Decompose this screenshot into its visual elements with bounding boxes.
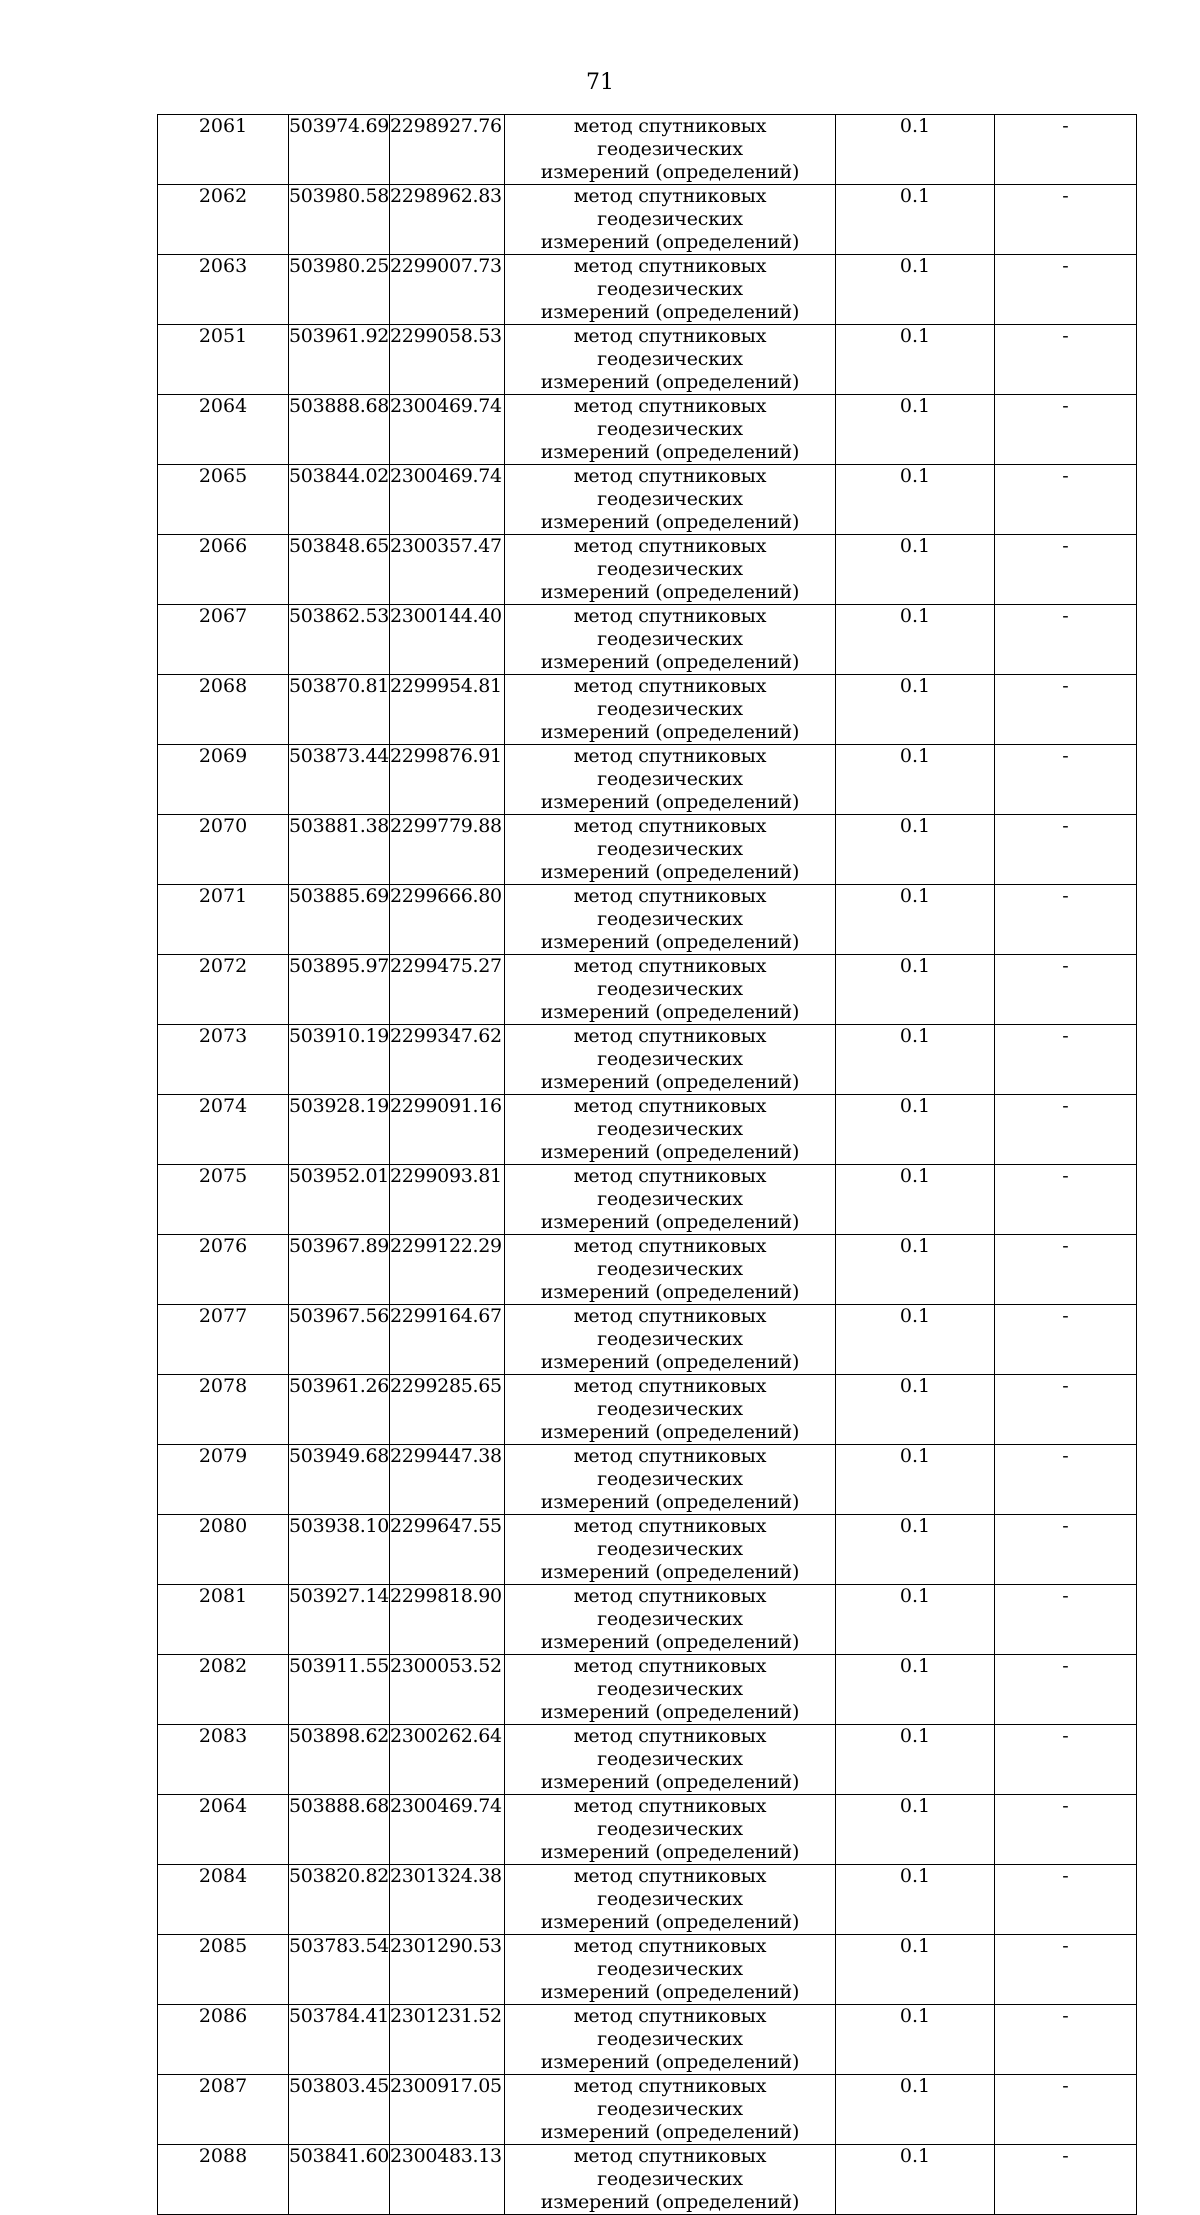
accuracy-cell: 0.1 <box>836 815 995 885</box>
note-cell: - <box>995 535 1137 605</box>
method-line-2: измерений (определений) <box>540 1351 800 1373</box>
point-number-cell: 2085 <box>158 1935 289 2005</box>
y-coordinate-cell: 2300053.52 <box>390 1655 505 1725</box>
note-cell: - <box>995 185 1137 255</box>
method-line-1: метод спутниковых геодезических <box>573 1655 767 1700</box>
method-line-1: метод спутниковых геодезических <box>573 115 767 160</box>
note-cell: - <box>995 1375 1137 1445</box>
coordinates-table <box>157 114 1137 2215</box>
note-cell: - <box>995 325 1137 395</box>
point-number-cell: 2081 <box>158 1585 289 1655</box>
y-coordinate-cell: 2299347.62 <box>390 1025 505 1095</box>
table-row <box>158 885 1137 955</box>
accuracy-cell: 0.1 <box>836 395 995 465</box>
method-cell <box>505 1235 836 1305</box>
method-line-2: измерений (определений) <box>540 791 800 813</box>
point-number-cell: 2075 <box>158 1165 289 1235</box>
point-number-cell: 2061 <box>158 115 289 185</box>
method-line-1: метод спутниковых геодезических <box>573 885 767 930</box>
y-coordinate-cell: 2300357.47 <box>390 535 505 605</box>
point-number-cell: 2068 <box>158 675 289 745</box>
method-line-1: метод спутниковых геодезических <box>573 2005 767 2050</box>
method-line-2: измерений (определений) <box>540 1561 800 1583</box>
method-cell <box>505 955 836 1025</box>
page-number: 71 <box>586 70 614 95</box>
accuracy-cell: 0.1 <box>836 115 995 185</box>
method-line-2: измерений (определений) <box>540 1211 800 1233</box>
note-cell: - <box>995 955 1137 1025</box>
point-number-cell: 2086 <box>158 2005 289 2075</box>
y-coordinate-cell: 2301231.52 <box>390 2005 505 2075</box>
method-cell <box>505 1165 836 1235</box>
y-coordinate-cell: 2299091.16 <box>390 1095 505 1165</box>
y-coordinate-cell: 2299058.53 <box>390 325 505 395</box>
note-cell: - <box>995 605 1137 675</box>
x-coordinate-cell: 503911.55 <box>289 1655 390 1725</box>
y-coordinate-cell: 2298962.83 <box>390 185 505 255</box>
y-coordinate-cell: 2300469.74 <box>390 465 505 535</box>
table-row <box>158 395 1137 465</box>
y-coordinate-cell: 2300469.74 <box>390 1795 505 1865</box>
accuracy-cell: 0.1 <box>836 675 995 745</box>
note-cell: - <box>995 115 1137 185</box>
accuracy-cell: 0.1 <box>836 325 995 395</box>
method-line-2: измерений (определений) <box>540 2191 800 2213</box>
table-row <box>158 745 1137 815</box>
method-cell <box>505 325 836 395</box>
point-number-cell: 2051 <box>158 325 289 395</box>
y-coordinate-cell: 2299666.80 <box>390 885 505 955</box>
method-cell <box>505 605 836 675</box>
accuracy-cell: 0.1 <box>836 2005 995 2075</box>
table-row <box>158 1585 1137 1655</box>
method-line-1: метод спутниковых геодезических <box>573 1865 767 1910</box>
y-coordinate-cell: 2301324.38 <box>390 1865 505 1935</box>
accuracy-cell: 0.1 <box>836 1725 995 1795</box>
method-line-1: метод спутниковых геодезических <box>573 535 767 580</box>
accuracy-cell: 0.1 <box>836 465 995 535</box>
method-cell <box>505 1445 836 1515</box>
note-cell: - <box>995 1585 1137 1655</box>
method-line-2: измерений (определений) <box>540 371 800 393</box>
table-row <box>158 955 1137 1025</box>
point-number-cell: 2063 <box>158 255 289 325</box>
method-line-2: измерений (определений) <box>540 1701 800 1723</box>
point-number-cell: 2080 <box>158 1515 289 1585</box>
method-line-1: метод спутниковых геодезических <box>573 185 767 230</box>
point-number-cell: 2070 <box>158 815 289 885</box>
note-cell: - <box>995 1305 1137 1375</box>
method-cell <box>505 535 836 605</box>
accuracy-cell: 0.1 <box>836 535 995 605</box>
point-number-cell: 2064 <box>158 1795 289 1865</box>
note-cell: - <box>995 675 1137 745</box>
note-cell: - <box>995 1235 1137 1305</box>
table-row <box>158 1165 1137 1235</box>
method-line-1: метод спутниковых геодезических <box>573 1795 767 1840</box>
point-number-cell: 2088 <box>158 2145 289 2215</box>
x-coordinate-cell: 503844.02 <box>289 465 390 535</box>
table-row <box>158 675 1137 745</box>
method-line-1: метод спутниковых геодезических <box>573 1235 767 1280</box>
y-coordinate-cell: 2299164.67 <box>390 1305 505 1375</box>
method-line-1: метод спутниковых геодезических <box>573 1165 767 1210</box>
y-coordinate-cell: 2299818.90 <box>390 1585 505 1655</box>
method-line-2: измерений (определений) <box>540 1771 800 1793</box>
y-coordinate-cell: 2299093.81 <box>390 1165 505 1235</box>
point-number-cell: 2083 <box>158 1725 289 1795</box>
table-row <box>158 535 1137 605</box>
method-line-1: метод спутниковых геодезических <box>573 325 767 370</box>
table-row <box>158 115 1137 185</box>
y-coordinate-cell: 2298927.76 <box>390 115 505 185</box>
method-line-1: метод спутниковых геодезических <box>573 255 767 300</box>
method-cell <box>505 465 836 535</box>
note-cell: - <box>995 1725 1137 1795</box>
table-row <box>158 1305 1137 1375</box>
accuracy-cell: 0.1 <box>836 1235 995 1305</box>
accuracy-cell: 0.1 <box>836 185 995 255</box>
method-cell <box>505 1655 836 1725</box>
table-row <box>158 2005 1137 2075</box>
method-line-1: метод спутниковых геодезических <box>573 605 767 650</box>
note-cell: - <box>995 2075 1137 2145</box>
x-coordinate-cell: 503910.19 <box>289 1025 390 1095</box>
accuracy-cell: 0.1 <box>836 1515 995 1585</box>
method-line-2: измерений (определений) <box>540 1841 800 1863</box>
method-cell <box>505 2075 836 2145</box>
method-line-1: метод спутниковых геодезических <box>573 1375 767 1420</box>
y-coordinate-cell: 2299647.55 <box>390 1515 505 1585</box>
method-line-2: измерений (определений) <box>540 1141 800 1163</box>
accuracy-cell: 0.1 <box>836 1095 995 1165</box>
accuracy-cell: 0.1 <box>836 1865 995 1935</box>
point-number-cell: 2064 <box>158 395 289 465</box>
method-line-1: метод спутниковых геодезических <box>573 395 767 440</box>
method-line-2: измерений (определений) <box>540 231 800 253</box>
method-line-1: метод спутниковых геодезических <box>573 1445 767 1490</box>
y-coordinate-cell: 2299007.73 <box>390 255 505 325</box>
x-coordinate-cell: 503927.14 <box>289 1585 390 1655</box>
note-cell: - <box>995 2145 1137 2215</box>
method-cell <box>505 255 836 325</box>
y-coordinate-cell: 2300262.64 <box>390 1725 505 1795</box>
point-number-cell: 2069 <box>158 745 289 815</box>
note-cell: - <box>995 255 1137 325</box>
method-line-2: измерений (определений) <box>540 1911 800 1933</box>
x-coordinate-cell: 503803.45 <box>289 2075 390 2145</box>
method-cell <box>505 1025 836 1095</box>
method-line-2: измерений (определений) <box>540 721 800 743</box>
x-coordinate-cell: 503841.60 <box>289 2145 390 2215</box>
method-line-2: измерений (определений) <box>540 161 800 183</box>
accuracy-cell: 0.1 <box>836 1305 995 1375</box>
x-coordinate-cell: 503820.82 <box>289 1865 390 1935</box>
table-row <box>158 465 1137 535</box>
point-number-cell: 2071 <box>158 885 289 955</box>
method-line-2: измерений (определений) <box>540 651 800 673</box>
method-line-2: измерений (определений) <box>540 511 800 533</box>
y-coordinate-cell: 2300144.40 <box>390 605 505 675</box>
method-line-2: измерений (определений) <box>540 1631 800 1653</box>
method-line-1: метод спутниковых геодезических <box>573 1515 767 1560</box>
method-line-2: измерений (определений) <box>540 1421 800 1443</box>
method-cell <box>505 395 836 465</box>
x-coordinate-cell: 503783.54 <box>289 1935 390 2005</box>
method-line-2: измерений (определений) <box>540 1281 800 1303</box>
point-number-cell: 2082 <box>158 1655 289 1725</box>
method-cell <box>505 115 836 185</box>
accuracy-cell: 0.1 <box>836 955 995 1025</box>
note-cell: - <box>995 1165 1137 1235</box>
method-cell <box>505 1515 836 1585</box>
method-cell <box>505 1305 836 1375</box>
method-line-2: измерений (определений) <box>540 581 800 603</box>
method-cell <box>505 1375 836 1445</box>
note-cell: - <box>995 1655 1137 1725</box>
x-coordinate-cell: 503949.68 <box>289 1445 390 1515</box>
point-number-cell: 2073 <box>158 1025 289 1095</box>
method-line-2: измерений (определений) <box>540 1001 800 1023</box>
method-line-2: измерений (определений) <box>540 1981 800 2003</box>
note-cell: - <box>995 1095 1137 1165</box>
method-cell <box>505 1585 836 1655</box>
table-row <box>158 1655 1137 1725</box>
point-number-cell: 2076 <box>158 1235 289 1305</box>
point-number-cell: 2065 <box>158 465 289 535</box>
x-coordinate-cell: 503952.01 <box>289 1165 390 1235</box>
table-row <box>158 1795 1137 1865</box>
method-line-1: метод спутниковых геодезических <box>573 2075 767 2120</box>
x-coordinate-cell: 503870.81 <box>289 675 390 745</box>
accuracy-cell: 0.1 <box>836 1445 995 1515</box>
method-cell <box>505 2005 836 2075</box>
x-coordinate-cell: 503980.25 <box>289 255 390 325</box>
method-line-2: измерений (определений) <box>540 2121 800 2143</box>
table-row <box>158 1935 1137 2005</box>
x-coordinate-cell: 503928.19 <box>289 1095 390 1165</box>
table-row <box>158 2075 1137 2145</box>
table-row <box>158 1375 1137 1445</box>
method-cell <box>505 1935 836 2005</box>
table-row <box>158 2145 1137 2215</box>
method-line-2: измерений (определений) <box>540 2051 800 2073</box>
x-coordinate-cell: 503885.69 <box>289 885 390 955</box>
method-line-1: метод спутниковых геодезических <box>573 955 767 1000</box>
point-number-cell: 2072 <box>158 955 289 1025</box>
table-row <box>158 1515 1137 1585</box>
y-coordinate-cell: 2299285.65 <box>390 1375 505 1445</box>
accuracy-cell: 0.1 <box>836 255 995 325</box>
x-coordinate-cell: 503967.56 <box>289 1305 390 1375</box>
method-line-1: метод спутниковых геодезических <box>573 1935 767 1980</box>
method-cell <box>505 1865 836 1935</box>
table-row <box>158 325 1137 395</box>
x-coordinate-cell: 503888.68 <box>289 1795 390 1865</box>
point-number-cell: 2074 <box>158 1095 289 1165</box>
table-row <box>158 1725 1137 1795</box>
accuracy-cell: 0.1 <box>836 2075 995 2145</box>
method-line-1: метод спутниковых геодезических <box>573 1585 767 1630</box>
method-cell <box>505 1795 836 1865</box>
method-line-2: измерений (определений) <box>540 861 800 883</box>
y-coordinate-cell: 2299122.29 <box>390 1235 505 1305</box>
note-cell: - <box>995 465 1137 535</box>
y-coordinate-cell: 2300917.05 <box>390 2075 505 2145</box>
x-coordinate-cell: 503938.10 <box>289 1515 390 1585</box>
method-cell <box>505 185 836 255</box>
table-row <box>158 1235 1137 1305</box>
method-cell <box>505 2145 836 2215</box>
method-line-1: метод спутниковых геодезических <box>573 1025 767 1070</box>
note-cell: - <box>995 1865 1137 1935</box>
table-row <box>158 1095 1137 1165</box>
y-coordinate-cell: 2299954.81 <box>390 675 505 745</box>
y-coordinate-cell: 2299475.27 <box>390 955 505 1025</box>
method-line-1: метод спутниковых геодезических <box>573 815 767 860</box>
x-coordinate-cell: 503862.53 <box>289 605 390 675</box>
method-cell <box>505 1095 836 1165</box>
method-cell <box>505 675 836 745</box>
note-cell: - <box>995 395 1137 465</box>
note-cell: - <box>995 815 1137 885</box>
method-line-2: измерений (определений) <box>540 1491 800 1513</box>
table-row <box>158 185 1137 255</box>
x-coordinate-cell: 503784.41 <box>289 2005 390 2075</box>
x-coordinate-cell: 503974.69 <box>289 115 390 185</box>
y-coordinate-cell: 2300469.74 <box>390 395 505 465</box>
note-cell: - <box>995 1795 1137 1865</box>
note-cell: - <box>995 1025 1137 1095</box>
method-line-2: измерений (определений) <box>540 301 800 323</box>
note-cell: - <box>995 1445 1137 1515</box>
x-coordinate-cell: 503980.58 <box>289 185 390 255</box>
table-row <box>158 1025 1137 1095</box>
method-line-1: метод спутниковых геодезических <box>573 2145 767 2190</box>
method-line-1: метод спутниковых геодезических <box>573 1305 767 1350</box>
accuracy-cell: 0.1 <box>836 1935 995 2005</box>
accuracy-cell: 0.1 <box>836 1585 995 1655</box>
point-number-cell: 2067 <box>158 605 289 675</box>
x-coordinate-cell: 503873.44 <box>289 745 390 815</box>
note-cell: - <box>995 2005 1137 2075</box>
y-coordinate-cell: 2300483.13 <box>390 2145 505 2215</box>
x-coordinate-cell: 503961.26 <box>289 1375 390 1445</box>
x-coordinate-cell: 503848.65 <box>289 535 390 605</box>
accuracy-cell: 0.1 <box>836 1025 995 1095</box>
table-row <box>158 605 1137 675</box>
method-line-1: метод спутниковых геодезических <box>573 1095 767 1140</box>
method-line-2: измерений (определений) <box>540 1071 800 1093</box>
table-row <box>158 815 1137 885</box>
method-line-2: измерений (определений) <box>540 931 800 953</box>
table-row <box>158 1865 1137 1935</box>
point-number-cell: 2079 <box>158 1445 289 1515</box>
x-coordinate-cell: 503881.38 <box>289 815 390 885</box>
accuracy-cell: 0.1 <box>836 885 995 955</box>
table-row <box>158 1445 1137 1515</box>
method-line-1: метод спутниковых геодезических <box>573 745 767 790</box>
accuracy-cell: 0.1 <box>836 1165 995 1235</box>
point-number-cell: 2062 <box>158 185 289 255</box>
accuracy-cell: 0.1 <box>836 1795 995 1865</box>
point-number-cell: 2087 <box>158 2075 289 2145</box>
y-coordinate-cell: 2299876.91 <box>390 745 505 815</box>
method-cell <box>505 1725 836 1795</box>
method-cell <box>505 885 836 955</box>
point-number-cell: 2078 <box>158 1375 289 1445</box>
method-line-1: метод спутниковых геодезических <box>573 1725 767 1770</box>
point-number-cell: 2084 <box>158 1865 289 1935</box>
method-line-2: измерений (определений) <box>540 441 800 463</box>
note-cell: - <box>995 1935 1137 2005</box>
x-coordinate-cell: 503967.89 <box>289 1235 390 1305</box>
accuracy-cell: 0.1 <box>836 1375 995 1445</box>
accuracy-cell: 0.1 <box>836 2145 995 2215</box>
table-body <box>158 115 1137 2215</box>
note-cell: - <box>995 1515 1137 1585</box>
x-coordinate-cell: 503961.92 <box>289 325 390 395</box>
x-coordinate-cell: 503888.68 <box>289 395 390 465</box>
method-cell <box>505 815 836 885</box>
table-row <box>158 255 1137 325</box>
accuracy-cell: 0.1 <box>836 605 995 675</box>
y-coordinate-cell: 2299447.38 <box>390 1445 505 1515</box>
x-coordinate-cell: 503895.97 <box>289 955 390 1025</box>
x-coordinate-cell: 503898.62 <box>289 1725 390 1795</box>
point-number-cell: 2077 <box>158 1305 289 1375</box>
y-coordinate-cell: 2299779.88 <box>390 815 505 885</box>
y-coordinate-cell: 2301290.53 <box>390 1935 505 2005</box>
point-number-cell: 2066 <box>158 535 289 605</box>
note-cell: - <box>995 885 1137 955</box>
accuracy-cell: 0.1 <box>836 1655 995 1725</box>
accuracy-cell: 0.1 <box>836 745 995 815</box>
method-line-1: метод спутниковых геодезических <box>573 675 767 720</box>
note-cell: - <box>995 745 1137 815</box>
method-line-1: метод спутниковых геодезических <box>573 465 767 510</box>
method-cell <box>505 745 836 815</box>
